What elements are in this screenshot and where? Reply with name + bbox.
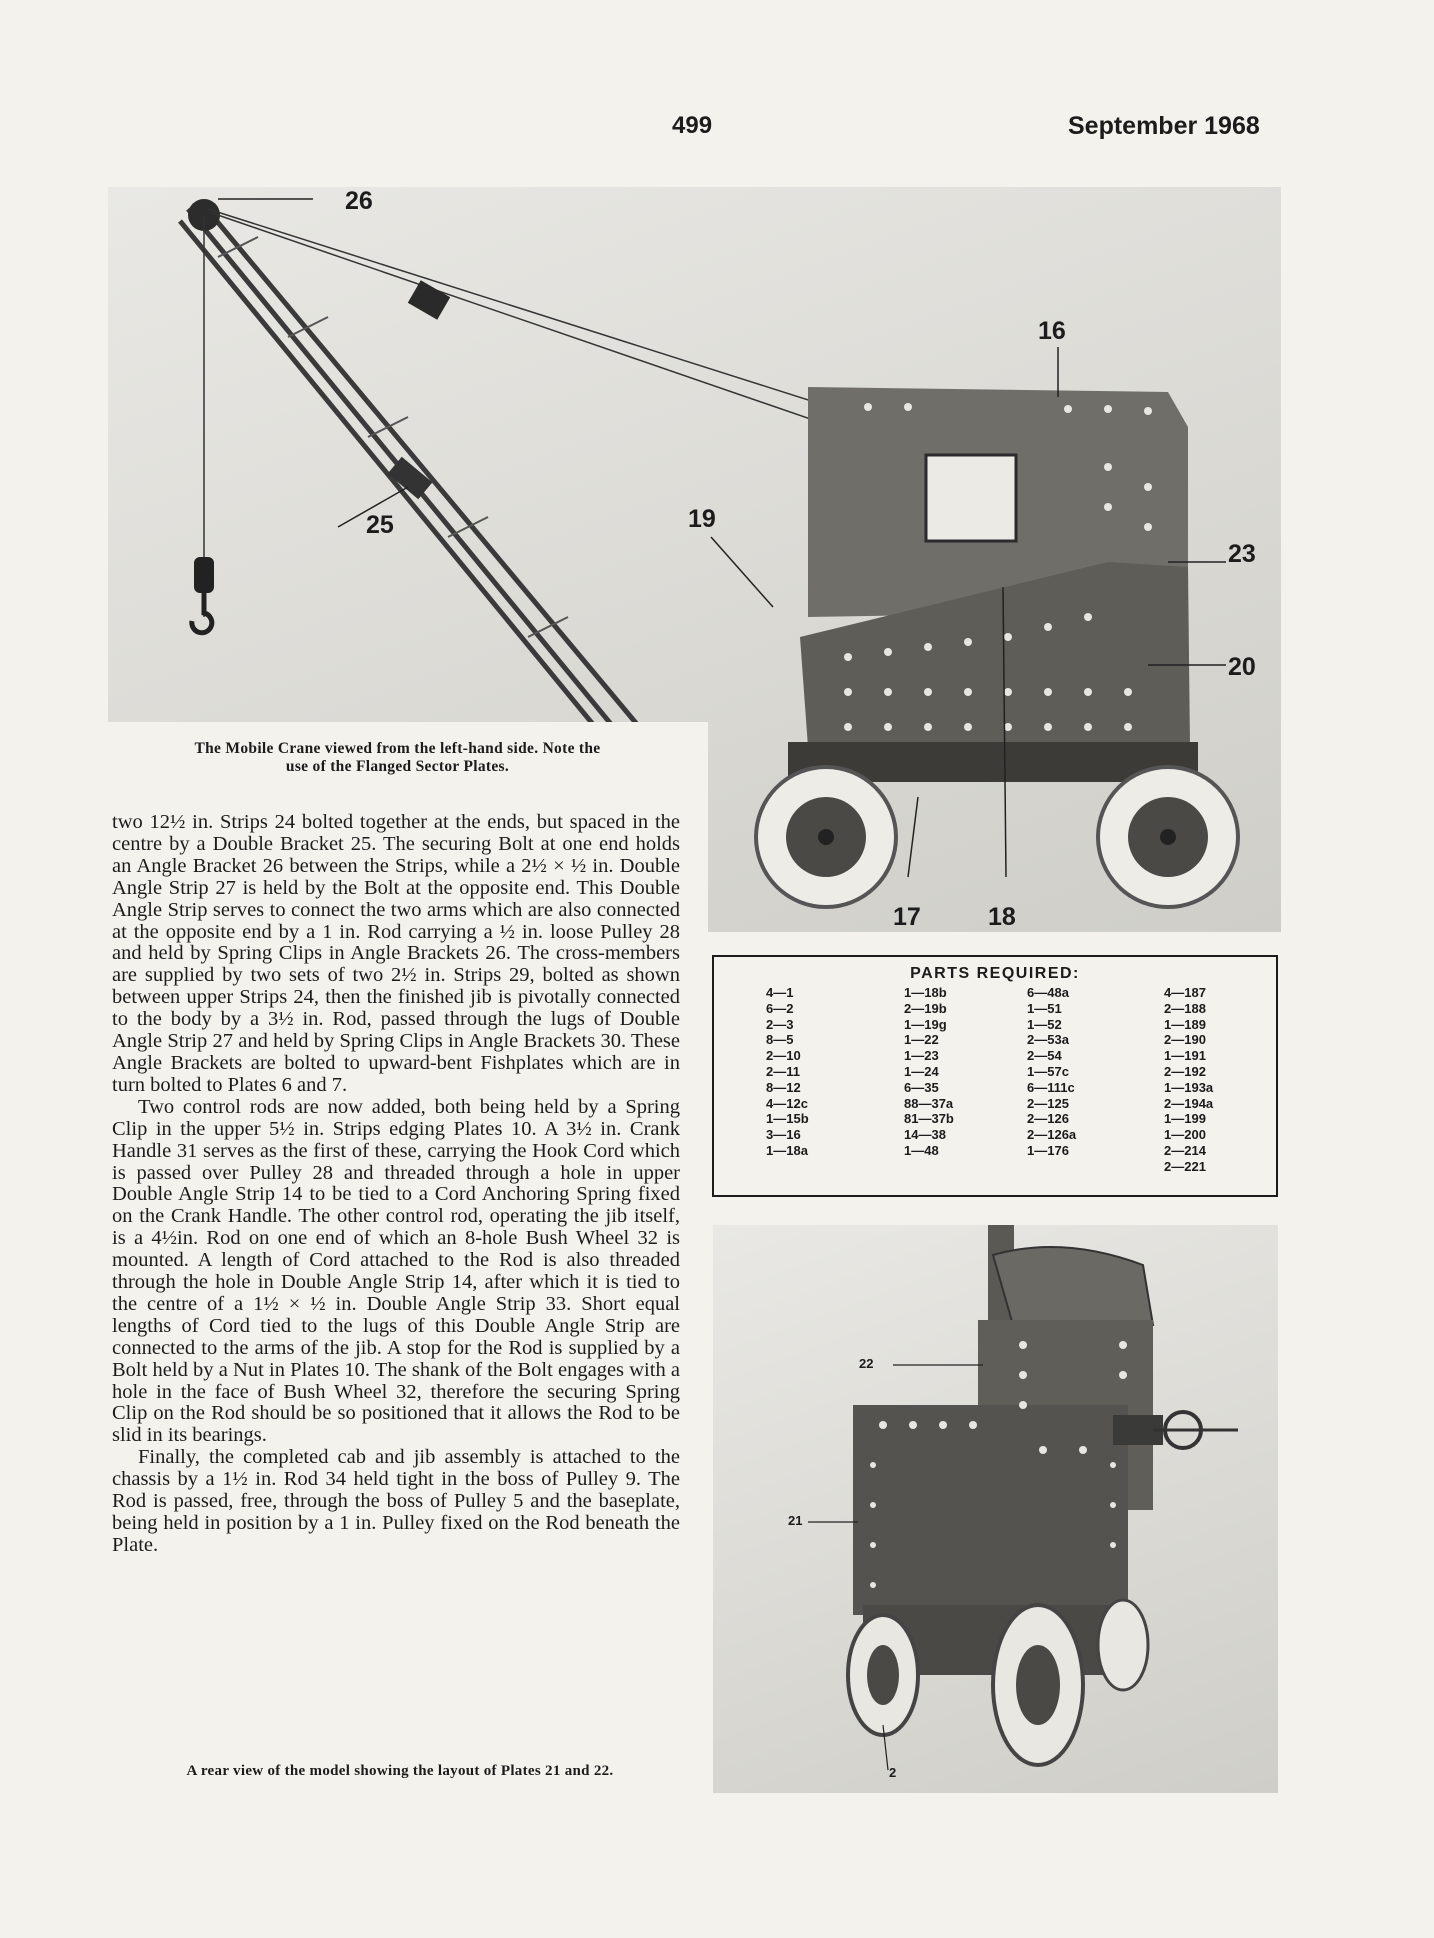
part-entry: 2—3 [766, 1016, 794, 1032]
label-19: 19 [688, 505, 716, 533]
part-entry: 2—221 [1164, 1158, 1206, 1174]
part-entry: 1—52 [1027, 1016, 1062, 1032]
part-entry: 1—199 [1164, 1111, 1206, 1127]
part-entry: 4—187 [1164, 985, 1206, 1000]
part-entry: 8—12 [766, 1079, 801, 1095]
part-entry: 88—37a [904, 1095, 954, 1111]
part-entry: 4—1 [766, 985, 794, 1000]
figure1-caption-line1: The Mobile Crane viewed from the left-hand side. Note the [194, 740, 601, 757]
part-entry: 2—194a [1164, 1095, 1214, 1111]
label-18: 18 [988, 903, 1016, 931]
part-entry: 1—23 [904, 1048, 939, 1064]
part-entry: 2—19b [904, 1000, 947, 1016]
part-entry: 1—22 [904, 1032, 939, 1048]
part-entry: 81—37b [904, 1111, 954, 1127]
figure1-caption-line2: use of the Flanged Sector Plates. [285, 758, 510, 775]
part-entry: 3—16 [766, 1127, 801, 1143]
part-entry: 1—18b [904, 985, 947, 1000]
label-16: 16 [1038, 317, 1066, 345]
part-entry: 1—176 [1027, 1142, 1069, 1158]
parts-required-box [712, 955, 1278, 1197]
label-22: 22 [859, 1356, 874, 1371]
part-entry: 2—126 [1027, 1111, 1069, 1127]
part-entry: 2—190 [1164, 1032, 1206, 1048]
part-entry: 4—12c [766, 1095, 808, 1111]
label-2: 2 [889, 1765, 897, 1780]
part-entry: 2—53a [1027, 1032, 1069, 1048]
part-entry: 1—24 [904, 1063, 939, 1079]
parts-column-3 [1027, 985, 1076, 1159]
part-entry: 1—19g [904, 1016, 947, 1032]
part-entry: 1—18a [766, 1142, 808, 1158]
label-25: 25 [366, 511, 394, 539]
part-entry: 1—193a [1164, 1079, 1214, 1095]
body-paragraph: two 12½ in. Strips 24 bolted together at the ends, but spaced in the centre by a Double Bracket 25. The securing Bolt at one end holds an Angle Bracket 26 between the Strips, while a 2½ × ½ in. Double Angle Strip 27 is held by the Bolt at the opposite end. This Double Angle Strip serves to connect the two arms which are also connected at the opposite end by a 1 in. Rod carrying a ½ in. loose Pulley 28 and held by Spring Clips in Angle Brackets 26. The cross-members are supplied by two sets of two 2½ in. Strips 29, bolted as shown between upper Strips 24, then the finished jib is pivotally connected to the body by a 3½ in. Rod, passed through the lugs of Double Angle Strip 27 and held by Spring Clips in Angle Brackets 30. These Angle Brackets are bolted to upward-bent Fishplates which are in turn bolted to Plates 6 and 7. [112, 811, 680, 1096]
part-entry: 2—126a [1027, 1127, 1077, 1143]
part-entry: 2—192 [1164, 1063, 1206, 1079]
issue-date: September 1968 [1068, 112, 1260, 140]
figure1-caption [110, 740, 685, 776]
part-entry: 2—10 [766, 1048, 801, 1064]
part-entry: 1—200 [1164, 1127, 1206, 1143]
part-entry: 2—54 [1027, 1048, 1062, 1064]
part-entry: 2—214 [1164, 1142, 1206, 1158]
parts-required-title: PARTS REQUIRED: [910, 965, 1080, 982]
parts-column-2 [904, 985, 954, 1159]
label-21: 21 [788, 1513, 803, 1528]
part-entry: 6—2 [766, 1000, 794, 1016]
label-20: 20 [1228, 653, 1256, 681]
page-number: 499 [672, 112, 713, 139]
parts-column-4 [1164, 985, 1213, 1175]
label-26: 26 [345, 187, 373, 215]
part-entry: 1—15b [766, 1111, 809, 1127]
body-paragraph: Two control rods are now added, both being held by a Spring Clip in the upper 5½ in. Strips edging Plates 10. A 3½ in. Crank Handle 31 serves as the first of these, carrying the Hook Cord which is passed over Pulley 28 and threaded through a hole in upper Double Angle Strip 14 to be tied to a Cord Anchoring Spring fixed on the Crank Handle. The other control rod, operating the jib itself, is a 4½in. Rod on one end of which an 8-hole Bush Wheel 32 is mounted. A length of Cord attached to the Rod is also threaded through the hole in Double Angle Strip 14, after which it is tied to the centre of a 1½ × ½ in. Double Angle Strip 33. Short equal lengths of Cord tied to the lugs of this Double Angle Strip are connected to the arms of the jib. A stop for the Rod is supplied by a Bolt held by a Nut in Plates 10. The shank of the Bolt engages with a hole in the face of Bush Wheel 32, therefore the securing Spring Clip on the Rod should be so positioned that it allows the Rod to be slid in its bearings. [112, 1095, 680, 1447]
part-entry: 6—111c [1027, 1079, 1075, 1095]
part-entry: 8—5 [766, 1032, 794, 1048]
part-entry: 1—189 [1164, 1016, 1206, 1032]
part-entry: 14—38 [904, 1127, 946, 1143]
part-entry: 2—188 [1164, 1000, 1206, 1016]
label-23: 23 [1228, 540, 1256, 568]
part-entry: 2—11 [766, 1063, 800, 1079]
part-entry: 1—191 [1164, 1048, 1206, 1064]
part-entry: 1—57c [1027, 1063, 1069, 1079]
part-entry: 6—48a [1027, 985, 1069, 1000]
part-entry: 6—35 [904, 1079, 939, 1095]
crane-rear-illustration [713, 1225, 1278, 1793]
part-entry: 2—125 [1027, 1095, 1069, 1111]
body-paragraph: Finally, the completed cab and jib assembly is attached to the chassis by a 1½ in. Rod 34 held tight in the boss of Pulley 9. The Rod is passed, free, through the boss of Pulley 5 and the baseplate, being held in position by a 1 in. Pulley fixed on the Rod beneath the Plate. [112, 1446, 680, 1556]
label-17: 17 [893, 903, 921, 931]
part-entry: 1—51 [1027, 1000, 1062, 1016]
figure2-caption: A rear view of the model showing the layout of Plates 21 and 22. [186, 1763, 614, 1779]
parts-column-1 [766, 985, 809, 1159]
part-entry: 1—48 [904, 1142, 939, 1158]
crane-rear-photo [713, 1225, 1278, 1793]
article-body [112, 812, 680, 1557]
